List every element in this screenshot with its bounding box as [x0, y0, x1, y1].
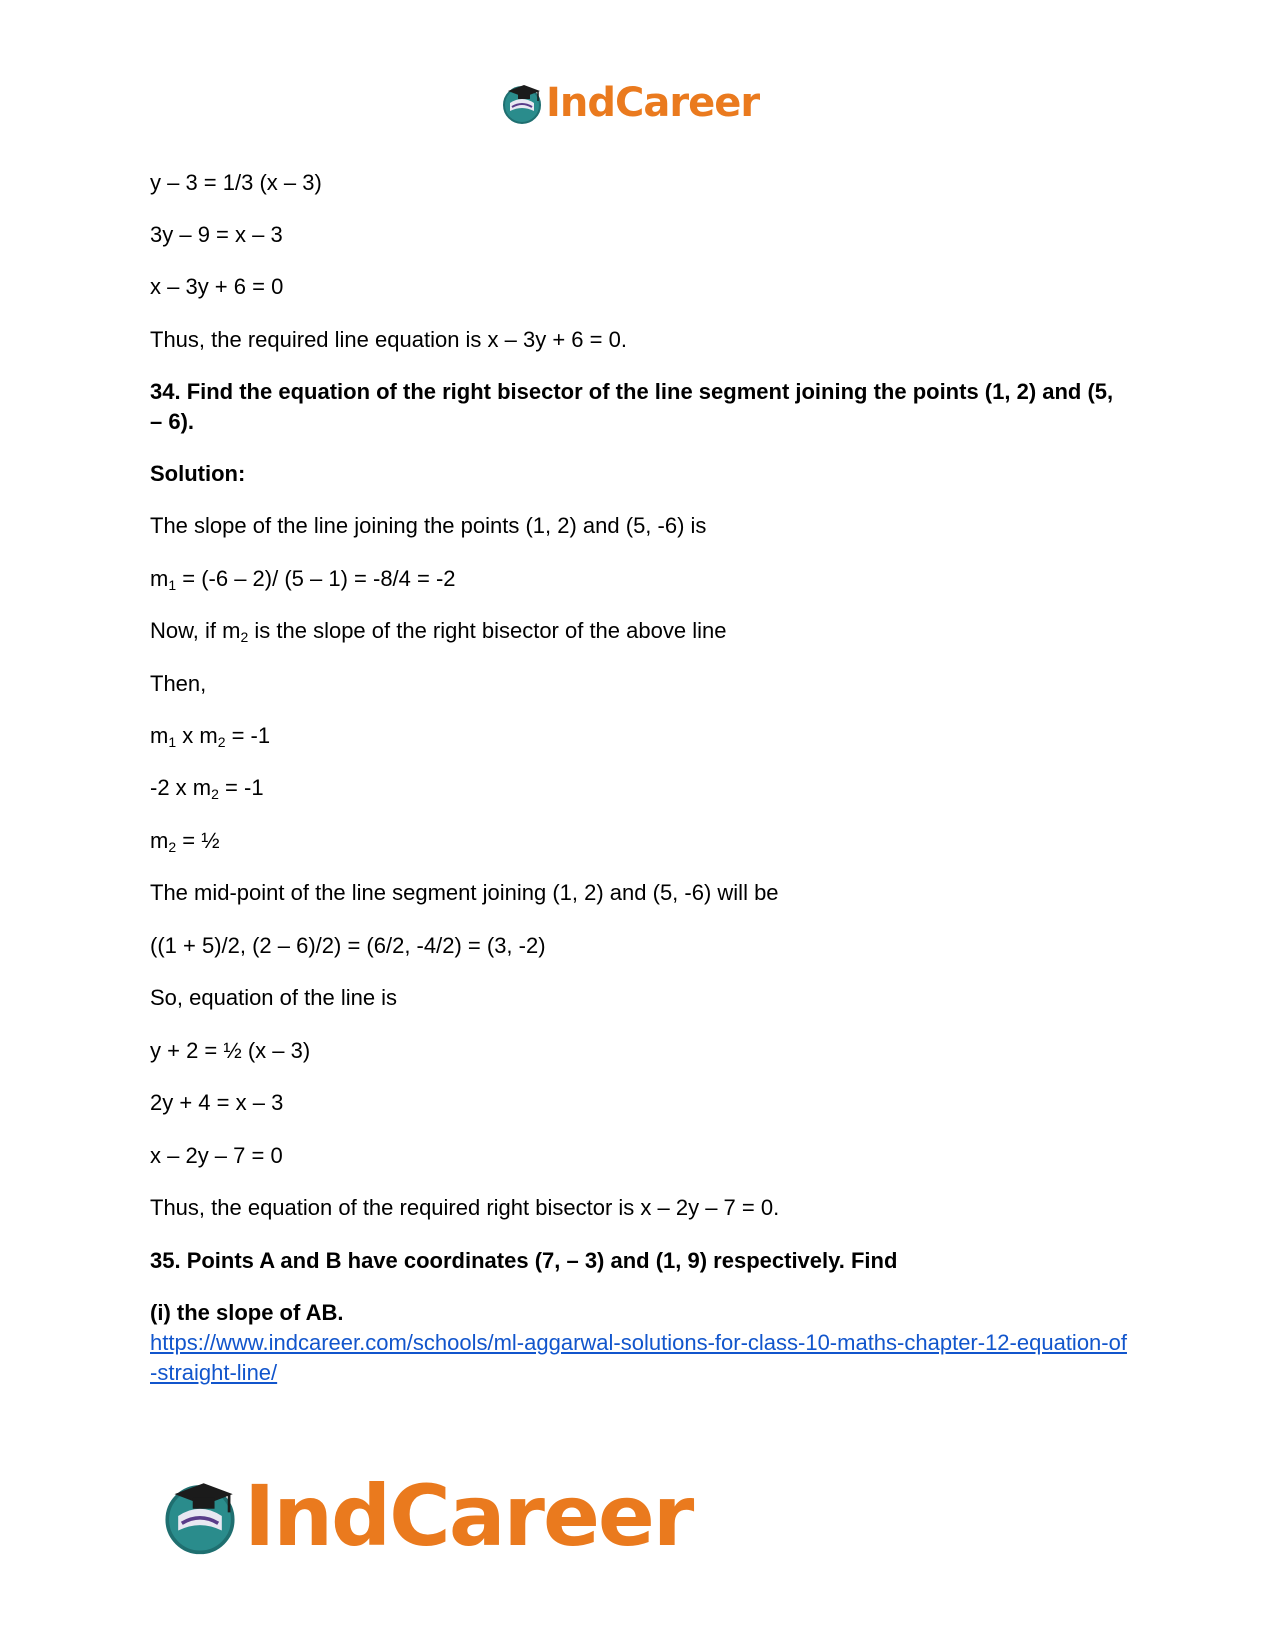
subscript: 2	[240, 629, 249, 645]
equation-line: y + 2 = ½ (x – 3)	[150, 1038, 311, 1063]
question-35-part-i: (i) the slope of AB.	[150, 1300, 344, 1325]
equation-line: ((1 + 5)/2, (2 – 6)/2) = (6/2, -4/2) = (3, -2)	[150, 933, 546, 958]
solution-label: Solution:	[150, 461, 246, 486]
text-part: = (-6 – 2)/ (5 – 1) = -8/4 = -2	[176, 566, 456, 591]
paragraph-text: The slope of the line joining the points (1, 2) and (5, -6) is	[150, 513, 707, 538]
footer-logo	[160, 1466, 692, 1566]
text-part: = -1	[218, 775, 264, 800]
paragraph-text: So, equation of the line is	[150, 985, 398, 1010]
logo-wordmark: IndCareer	[546, 80, 760, 126]
text-part: x m	[176, 723, 218, 748]
source-url-link[interactable]: https://www.indcareer.com/schools/ml-aggarwal-solutions-for-class-10-maths-chapter-12-equation-of-straight-line/	[150, 1330, 1127, 1385]
text-part: Now, if m	[150, 618, 241, 643]
header-logo	[500, 78, 759, 128]
text-part: m	[150, 828, 169, 853]
paragraph-text: Then,	[150, 671, 207, 696]
equation-line: 2y + 4 = x – 3	[150, 1090, 284, 1115]
question-35-heading: 35. Points A and B have coordinates (7, – 3) and (1, 9) respectively. Find	[150, 1248, 898, 1273]
subscript: 2	[217, 734, 226, 750]
graduation-globe-icon	[160, 1476, 240, 1556]
paragraph-text	[150, 616, 1130, 646]
equation-line: 3y – 9 = x – 3	[150, 222, 283, 247]
subscript: 1	[168, 734, 177, 750]
graduation-globe-icon	[500, 81, 544, 125]
equation-line	[150, 564, 1130, 594]
equation-line	[150, 826, 1130, 856]
conclusion-text: Thus, the required line equation is x – 3y + 6 = 0.	[150, 327, 627, 352]
subscript: 1	[168, 577, 177, 593]
text-part: is the slope of the right bisector of the above line	[248, 618, 727, 643]
logo-wordmark: IndCareer	[244, 1467, 693, 1565]
subscript: 2	[211, 786, 219, 802]
equation-line: x – 3y + 6 = 0	[150, 274, 284, 299]
conclusion-text: Thus, the equation of the required right bisector is x – 2y – 7 = 0.	[150, 1195, 780, 1220]
equation-line: x – 2y – 7 = 0	[150, 1143, 283, 1168]
text-part: m	[150, 723, 169, 748]
text-part: = ½	[176, 828, 220, 853]
equation-line	[150, 721, 1130, 751]
text-part: -2 x m	[150, 775, 212, 800]
text-part: = -1	[225, 723, 271, 748]
text-part: m	[150, 566, 169, 591]
equation-line	[150, 773, 1130, 803]
paragraph-text: The mid-point of the line segment joining (1, 2) and (5, -6) will be	[150, 880, 779, 905]
question-34-heading: 34. Find the equation of the right bisector of the line segment joining the points (1, 2) and (5, – 6).	[150, 379, 1114, 434]
subscript: 2	[168, 839, 177, 855]
equation-line: y – 3 = 1/3 (x – 3)	[150, 170, 322, 195]
